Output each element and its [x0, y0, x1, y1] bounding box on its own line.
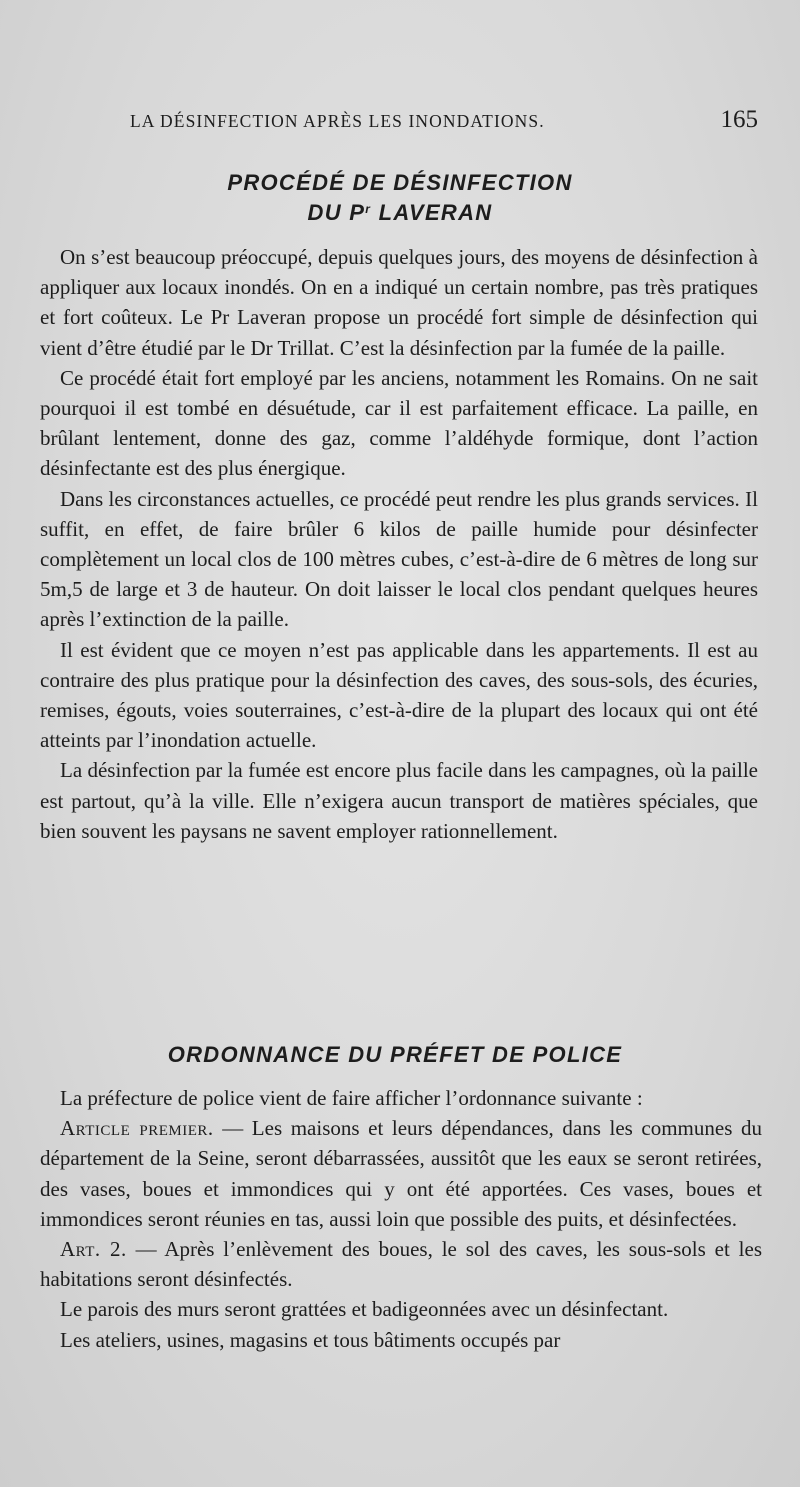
- page-number: 165: [720, 106, 758, 133]
- heading-line-1: PROCÉDÉ DE DÉSINFECTION: [227, 170, 573, 195]
- paragraph: La préfecture de police vient de faire afficher l’ordonnance suivante :: [60, 1086, 643, 1110]
- section-heading-laveran: [0, 168, 800, 228]
- section-heading-ordonnance: ORDONNANCE DU PRÉFET DE POLICE: [167, 1042, 623, 1067]
- section-body-laveran: [40, 242, 758, 846]
- paragraph: Dans les circonstances actuelles, ce procédé peut rendre les plus grands services. Il suffit, en effet, de faire brûler 6 kilos de paille humide pour désinfecter complètement un local clos de 100 mètres cubes, c’est-à-dire de 6 mètres de long sur 5m,5 de large et 3 de hauteur. On doit laisser le local clos pendant quelques heures après l’extinction de la paille.: [40, 486, 758, 632]
- article-label: Article premier.: [60, 1116, 214, 1141]
- paragraph: On s’est beaucoup préoccupé, depuis quelques jours, des moyens de désinfection à appliquer aux locaux inondés. On en a indiqué un certain nombre, pas très pratiques et fort coûteux. Le Pr Laveran propose un procédé fort simple de désinfection qui vient d’être étudié par le Dr Trillat. C’est la désinfection par la fumée de la paille.: [40, 245, 758, 360]
- article-paragraph: Article premier. — Les maisons et leurs dépendances, dans les communes du département de la Seine, seront débarrassées, aussitôt que les eaux se seront retirées, des vases, boues et immondices qui y ont été apportées. Ces vases, boues et immondices seront réunies en tas, aussi loin que possible des puits, et désinfectées.: [40, 1116, 762, 1231]
- article-label: Art. 2.: [60, 1237, 127, 1262]
- heading-line-2: DU $P^r$ LAVERAN: [307, 200, 493, 225]
- paragraph: Il est évident que ce moyen n’est pas applicable dans les appartements. Il est au contraire des plus pratique pour la désinfection des caves, des sous-sols, des écuries, remises, égouts, voies souterraines, c’est-à-dire de la plupart des locaux qui ont été atteints par l’inondation actuelle.: [40, 637, 758, 753]
- paragraph: Les ateliers, usines, magasins et tous bâtiments occupés par: [60, 1327, 561, 1352]
- running-head: [130, 106, 758, 134]
- article-paragraph: Art. 2. — Après l’enlèvement des boues, le sol des caves, les sous-sols et les habitations seront désinfectés.: [40, 1237, 762, 1292]
- paragraph: La désinfection par la fumée est encore plus facile dans les campagnes, où la paille est partout, qu’à la ville. Elle n’exigera aucun transport de matières spéciales, que bien souvent les paysans ne savent employer rationnellement.: [40, 758, 758, 843]
- running-title: LA DÉSINFECTION APRÈS LES INONDATIONS.: [130, 111, 545, 131]
- paragraph: Le parois des murs seront grattées et badigeonnées avec un désinfectant.: [60, 1297, 669, 1322]
- section-body-ordonnance: [40, 1083, 762, 1355]
- paragraph: Ce procédé était fort employé par les anciens, notamment les Romains. On ne sait pourquoi il est tombé en désuétude, car il est parfaitement efficace. La paille, en brûlant lentement, donne des gaz, comme l’aldéhyde formique, dont l’action désinfectante est des plus énergique.: [40, 365, 758, 481]
